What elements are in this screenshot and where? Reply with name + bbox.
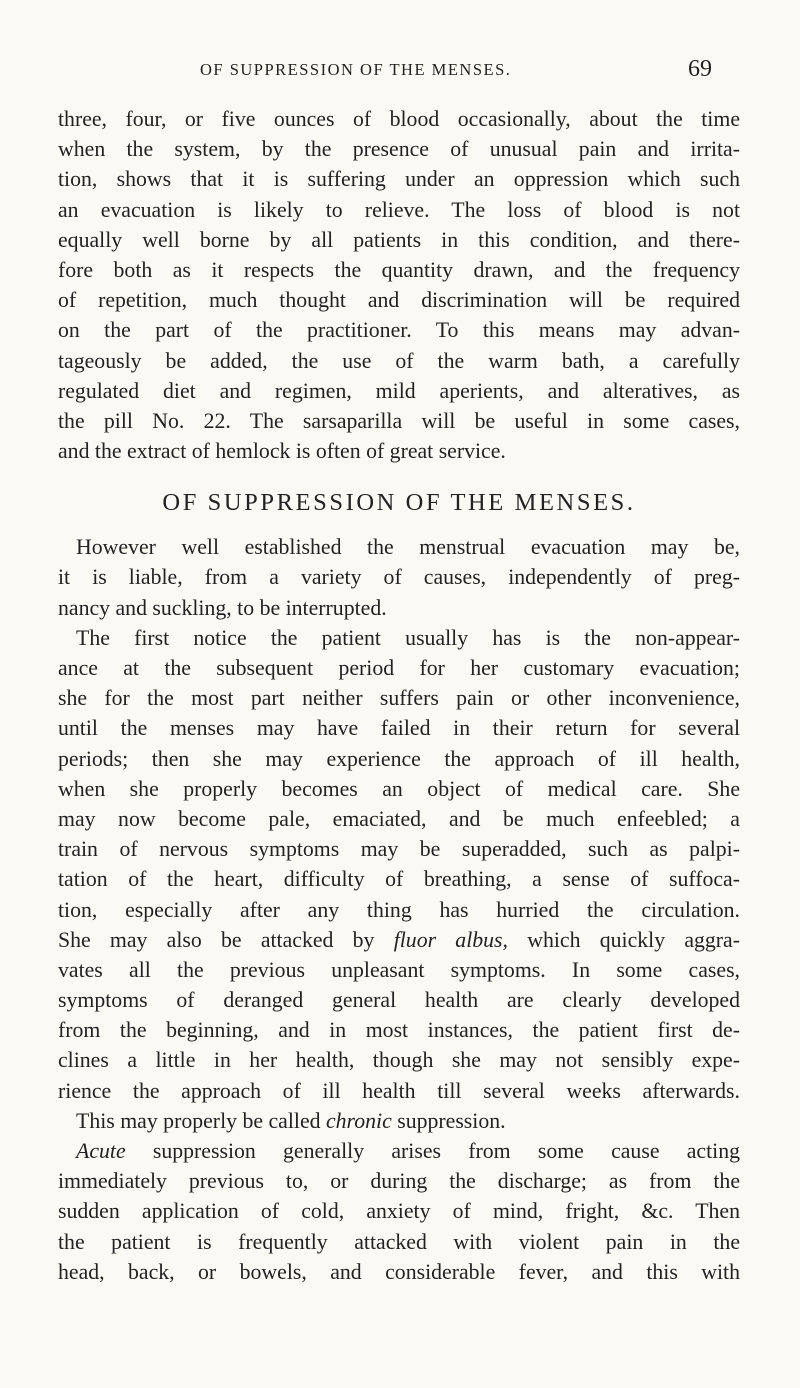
text-line-with-italic (58, 1136, 740, 1166)
text-line: three, four, or five ounces of blood occasionally, about the time (58, 107, 740, 131)
text-line: periods; then she may experience the approach of ill health, (58, 746, 740, 771)
text-line: rience the approach of ill health till several weeks afterwards. (58, 1078, 740, 1103)
running-head-title: OF SUPPRESSION OF THE MENSES. (200, 60, 512, 79)
text-line: of repetition, much thought and discrimination will be required (58, 288, 740, 313)
text-line: immediately previous to, or during the discharge; as from the (58, 1169, 740, 1194)
text-line: may now become pale, emaciated, and be much enfeebled; a (58, 806, 740, 831)
text-line: tageously be added, the use of the warm bath, a carefully (58, 348, 740, 373)
text-line: the patient is frequently attacked with violent pain in the (58, 1229, 740, 1254)
text-line: equally well borne by all patients in this condition, and there- (58, 227, 740, 252)
text-run: suppression generally arises from some cause acting (125, 1139, 740, 1163)
text-run: She may also be attacked by (58, 927, 394, 952)
text-line: on the part of the practitioner. To this means may advan- (58, 318, 740, 343)
text-line-with-italic (58, 925, 740, 955)
italic-term: chronic (325, 1108, 392, 1133)
text-line: The first notice the patient usually has is the non-appear- (76, 625, 740, 650)
text-line: vates all the previous unpleasant symptoms. In some cases, (58, 957, 740, 982)
text-line: when the system, by the presence of unusual pain and irrita- (58, 137, 740, 162)
text-line: clines a little in her health, though she may not sensibly expe- (58, 1048, 740, 1073)
italic-term: Acute (76, 1139, 126, 1163)
text-line: until the menses may have failed in their return for several (58, 716, 740, 741)
text-line: an evacuation is likely to relieve. The loss of blood is not (58, 197, 740, 222)
text-line: regulated diet and regimen, mild aperients, and alteratives, as (58, 378, 740, 403)
section-heading: OF SUPPRESSION OF THE MENSES. (162, 489, 636, 517)
text-line: However well established the menstrual evacuation may be, (76, 535, 740, 560)
text-line-with-italic (58, 1106, 740, 1136)
text-line: symptoms of deranged general health are clearly developed (58, 988, 740, 1013)
text-line: head, back, or bowels, and considerable fever, and this with (58, 1259, 740, 1284)
text-line: and the extract of hemlock is often of great service. (58, 439, 506, 464)
text-line: tion, especially after any thing has hurried the circulation. (58, 897, 740, 922)
text-line: it is liable, from a variety of causes, independently of preg- (58, 565, 740, 590)
text-line: nancy and suckling, to be interrupted. (58, 595, 387, 620)
text-line: fore both as it respects the quantity drawn, and the frequency (58, 257, 740, 282)
text-line: sudden application of cold, anxiety of mind, fright, &c. Then (58, 1199, 740, 1224)
text-run: which quickly aggra- (508, 927, 740, 952)
page-number: 69 (688, 56, 712, 82)
text-line: she for the most part neither suffers pain or other inconvenience, (58, 686, 740, 711)
text-line: tation of the heart, difficulty of breathing, a sense of suffoca- (58, 867, 740, 892)
text-line: from the beginning, and in most instances, the patient first de- (58, 1018, 740, 1043)
text-line: when she properly becomes an object of medical care. She (58, 776, 740, 801)
text-line: train of nervous symptoms may be superadded, such as palpi- (58, 837, 740, 862)
text-line: tion, shows that it is suffering under an oppression which such (58, 167, 740, 192)
text-run: This may properly be called (76, 1108, 326, 1133)
body-text (58, 104, 740, 1287)
text-line: the pill No. 22. The sarsaparilla will be useful in some cases, (58, 408, 740, 433)
text-run: suppression. (391, 1108, 506, 1133)
italic-term: fluor albus, (393, 927, 508, 952)
text-line: ance at the subsequent period for her customary evacuation; (58, 656, 740, 680)
